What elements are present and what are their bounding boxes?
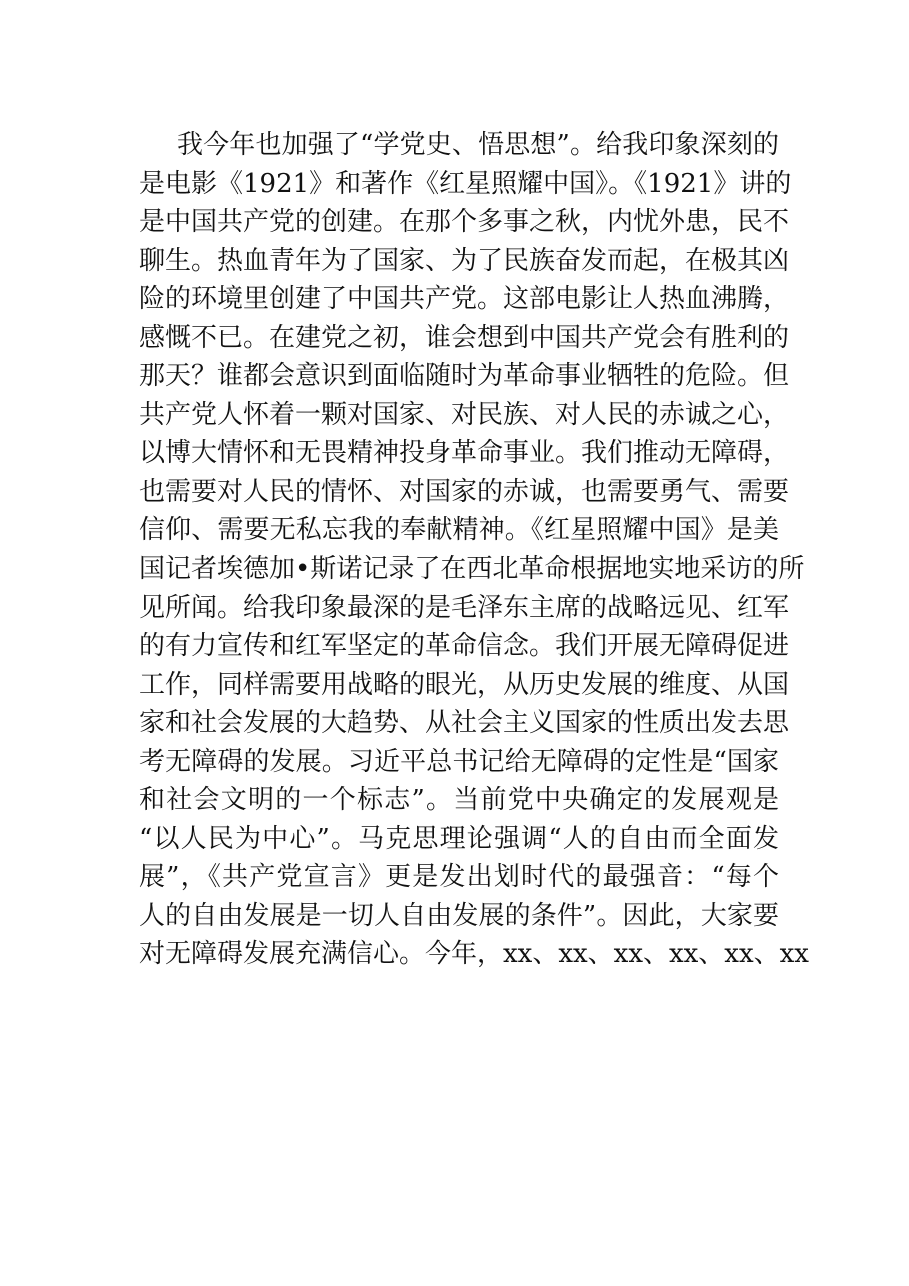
paragraph-line: “以人民为中心”。马克思理论强调“人的自由而全面发 <box>139 823 779 854</box>
paragraph-line: 对无障碍发展充满信心。今年，xx、xx、xx、xx、xx、xx <box>139 939 809 970</box>
paragraph-line: 聊生。热血青年为了国家、为了民族奋发而起，在极其凶 <box>139 245 790 276</box>
paragraph-line: 国记者埃德加•斯诺记录了在西北革命根据地实地采访的所 <box>139 554 805 585</box>
paragraph-line: 险的环境里创建了中国共产党。这部电影让人热血沸腾， <box>139 284 790 315</box>
paragraph-line: 考无障碍的发展。习近平总书记给无障碍的定性是“国家 <box>139 746 779 777</box>
paragraph-line: 和社会文明的一个标志”。当前党中央确定的发展观是 <box>139 785 779 816</box>
paragraph-line: 信仰、需要无私忘我的奉献精神。《红星照耀中国》是美 <box>139 515 779 546</box>
paragraph-line: 也需要对人民的情怀、对国家的赤诚，也需要勇气、需要 <box>139 476 790 507</box>
paragraph-line: 人的自由发展是一切人自由发展的条件”。因此，大家要 <box>139 900 779 931</box>
paragraph-line: 家和社会发展的大趋势、从社会主义国家的性质出发去思 <box>139 708 790 739</box>
paragraph-line: 感慨不已。在建党之初，谁会想到中国共产党会有胜利的 <box>139 322 790 353</box>
paragraph-line: 见所闻。给我印象最深的是毛泽东主席的战略远见、红军 <box>139 592 790 623</box>
paragraph-line: 共产党人怀着一颗对国家、对民族、对人民的赤诚之心， <box>139 399 790 430</box>
paragraph-line: 是电影《1921》和著作《红星照耀中国》。《1921》讲的 <box>139 168 792 199</box>
paragraph-line: 是中国共产党的创建。在那个多事之秋，内忧外患，民不 <box>139 207 790 238</box>
paragraph-line: 展”，《共产党宣言》更是发出划时代的最强音：“每个 <box>139 862 779 893</box>
paragraph-line: 工作，同样需要用战略的眼光，从历史发展的维度、从国 <box>139 669 790 700</box>
paragraph-line: 那天？谁都会意识到面临随时为革命事业牺牲的危险。但 <box>139 361 790 392</box>
paragraph-line: 的有力宣传和红军坚定的革命信念。我们开展无障碍促进 <box>139 631 790 662</box>
paragraph-line: 以博大情怀和无畏精神投身革命事业。我们推动无障碍， <box>139 438 790 469</box>
paragraph-line: 我今年也加强了“学党史、悟思想”。给我印象深刻的 <box>177 130 779 160</box>
body-paragraph <box>139 126 809 974</box>
